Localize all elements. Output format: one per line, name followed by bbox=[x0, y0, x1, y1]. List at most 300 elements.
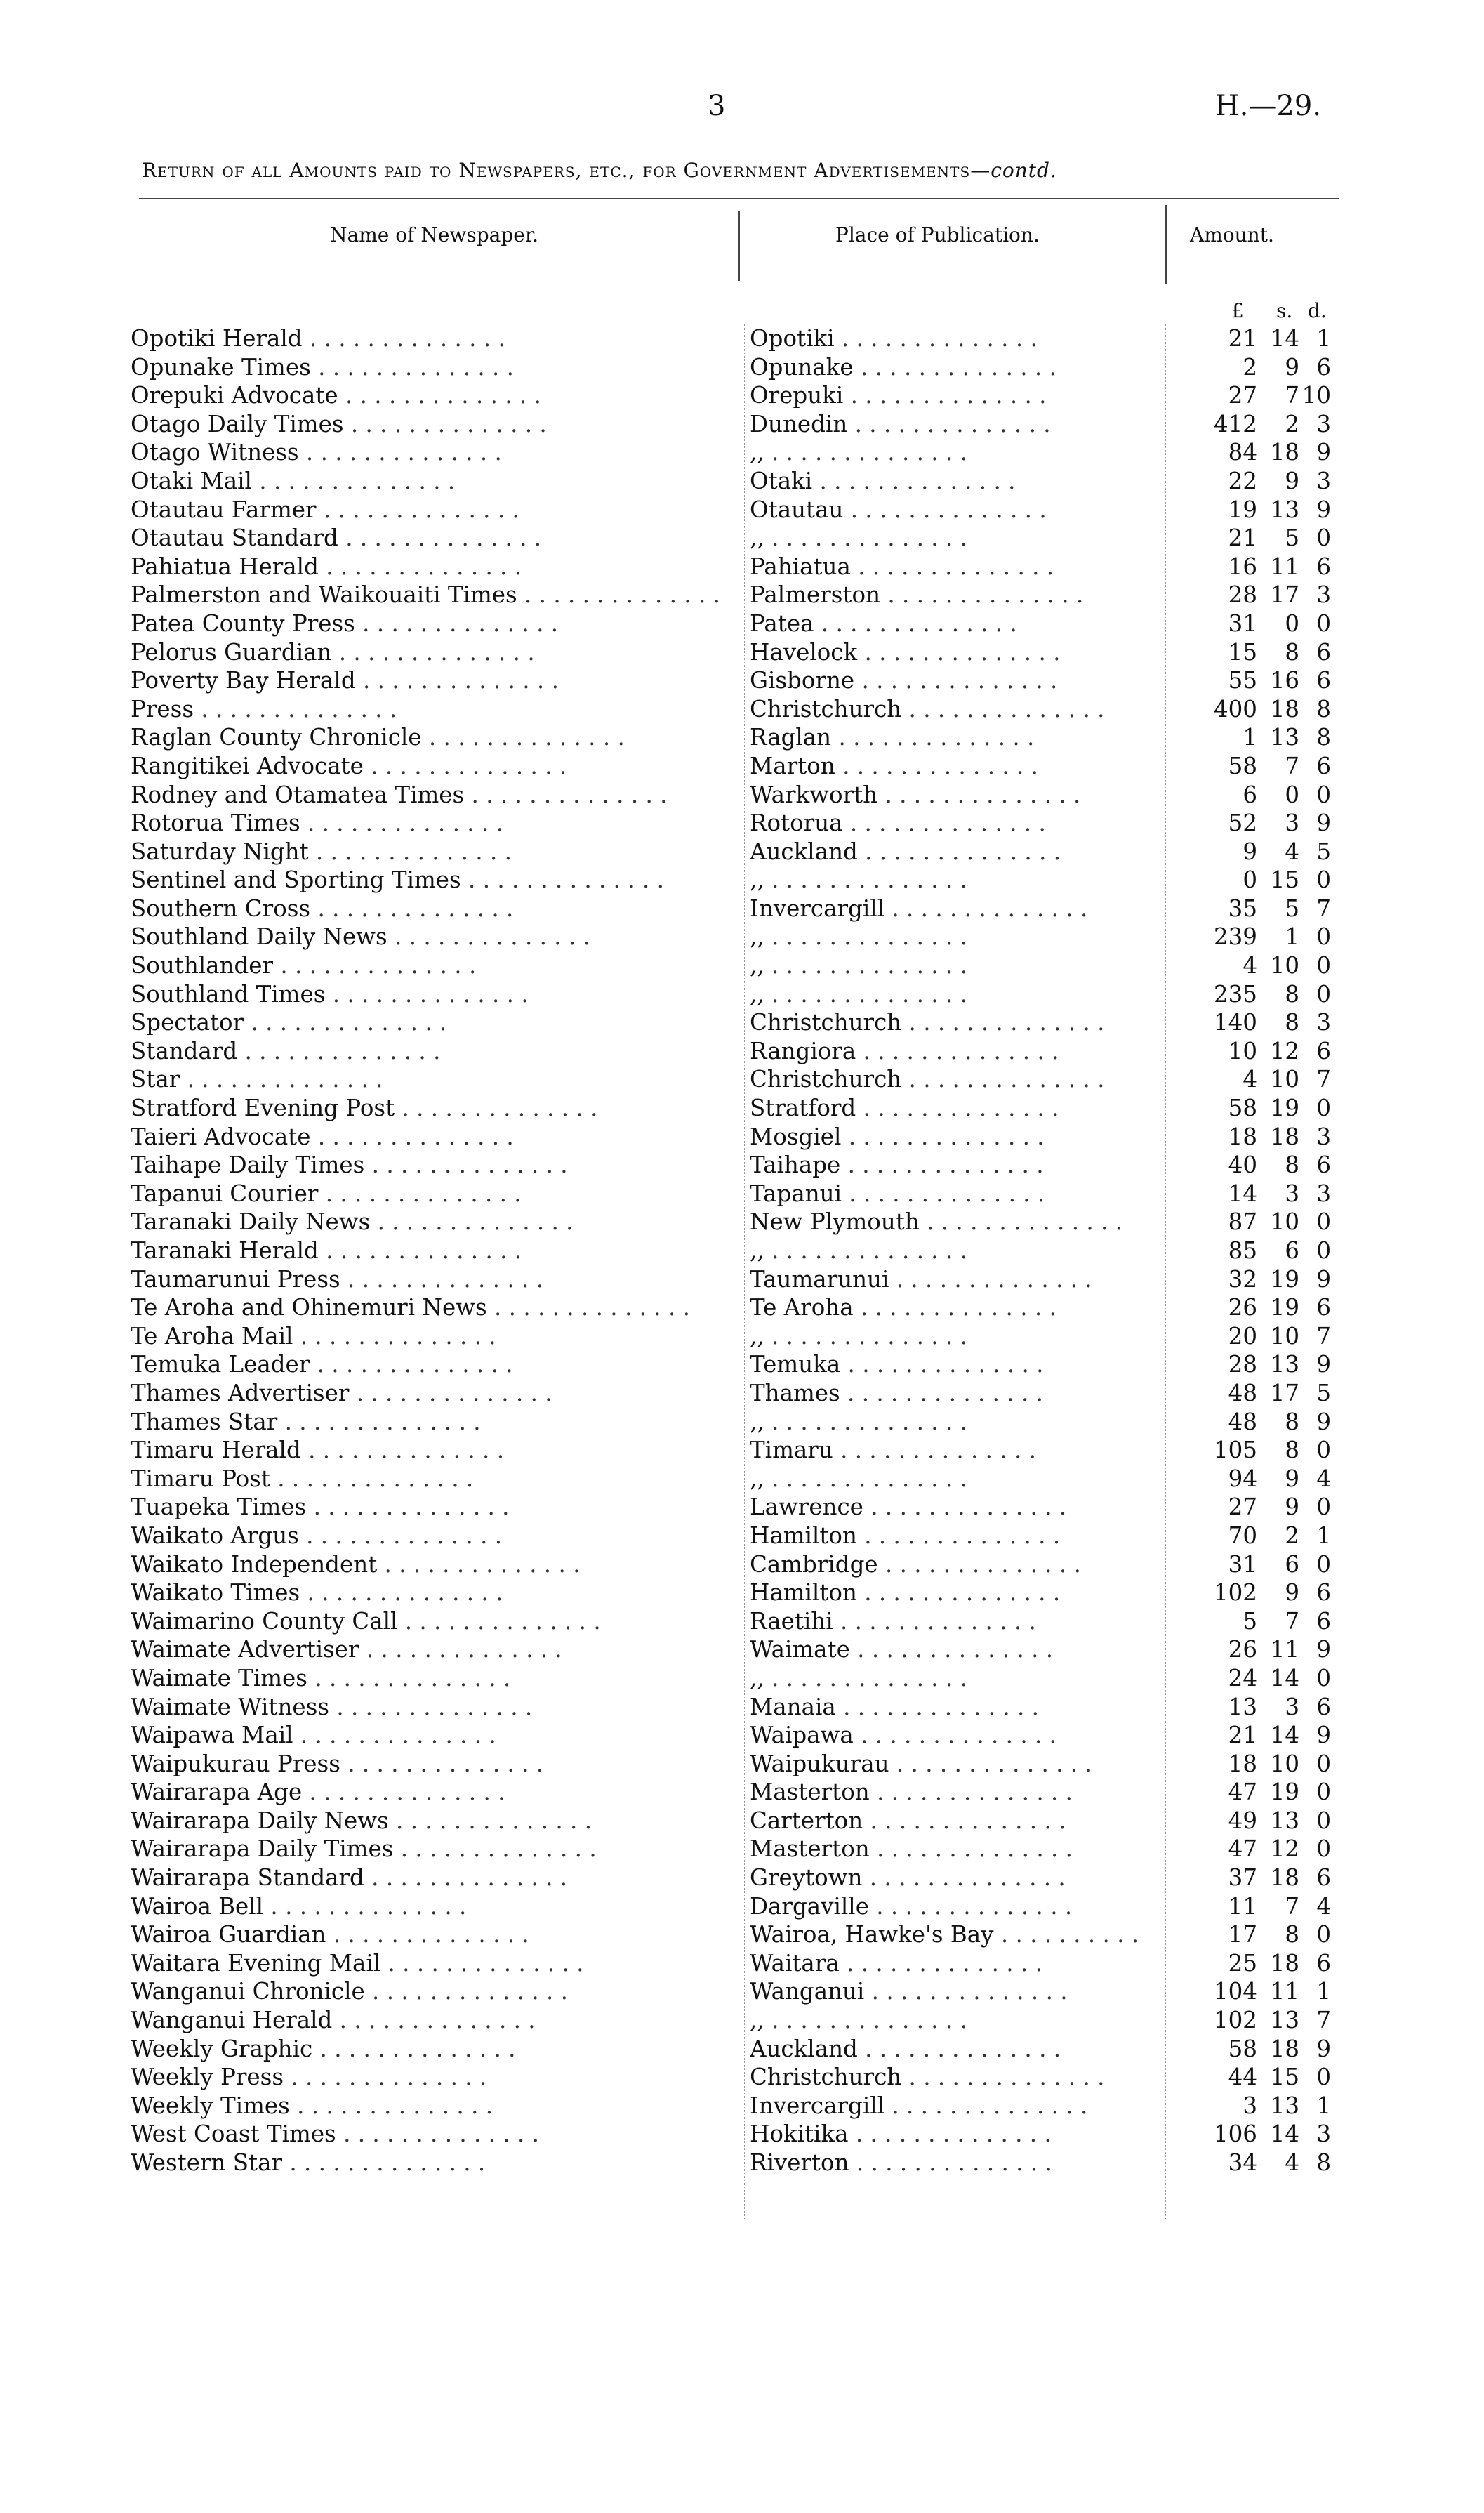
amount-pounds: 4 bbox=[1243, 952, 1257, 980]
amount-pence: 4 bbox=[1316, 1892, 1331, 1920]
place-of-publication: ,, . . bbox=[750, 923, 1143, 951]
amount-shillings: 19 bbox=[1270, 1095, 1299, 1122]
place-of-publication: Manaia . . bbox=[750, 1693, 1143, 1721]
place-of-publication: Carterton . . bbox=[750, 1807, 1143, 1835]
amount-pounds: 28 bbox=[1228, 581, 1257, 609]
place-of-publication: Timaru . . bbox=[750, 1436, 1143, 1464]
amount-pounds: 4 bbox=[1243, 1066, 1257, 1093]
amount-pence: 6 bbox=[1316, 553, 1331, 580]
amount-pence: 0 bbox=[1316, 952, 1331, 980]
place-of-publication: ,, . . bbox=[750, 1322, 1143, 1350]
amount-shillings: 15 bbox=[1270, 866, 1299, 894]
amount-pounds: 49 bbox=[1228, 1807, 1257, 1834]
newspaper-name: Palmerston and Waikouaiti Times . . bbox=[131, 581, 720, 609]
amount-shillings: 10 bbox=[1270, 1322, 1299, 1350]
amount-pence: 0 bbox=[1316, 609, 1331, 637]
amount-pence: 6 bbox=[1316, 667, 1331, 694]
newspaper-name: Otaki Mail . . bbox=[131, 467, 720, 495]
amount-shillings: 9 bbox=[1285, 1579, 1299, 1607]
table-row bbox=[0, 1864, 1484, 1892]
amount-shillings: 18 bbox=[1270, 695, 1299, 723]
place-of-publication: Riverton . . bbox=[750, 2149, 1143, 2177]
amount-shillings: 7 bbox=[1285, 382, 1299, 409]
amount-shillings: 10 bbox=[1270, 1066, 1299, 1093]
newspaper-name: Waipukurau Press . . bbox=[131, 1750, 720, 1778]
title-text: Return of all Amounts paid to Newspapers, etc., for Government Advertisements— bbox=[142, 159, 991, 182]
pounds-unit: £ bbox=[1231, 299, 1244, 322]
amount-shillings: 18 bbox=[1270, 1123, 1299, 1150]
amount-pounds: 235 bbox=[1213, 980, 1257, 1008]
table-row bbox=[0, 809, 1484, 838]
amount-pounds: 31 bbox=[1228, 609, 1257, 637]
newspaper-name: Rodney and Otamatea Times . . bbox=[131, 781, 720, 809]
table-row bbox=[0, 1493, 1484, 1522]
table-row bbox=[0, 609, 1484, 638]
newspaper-name: Thames Star . . bbox=[131, 1408, 720, 1436]
amount-shillings: 13 bbox=[1270, 724, 1299, 751]
amount-pence: 6 bbox=[1316, 752, 1331, 779]
place-of-publication: Dunedin . . bbox=[750, 410, 1143, 438]
amount-shillings: 9 bbox=[1285, 1465, 1299, 1492]
newspaper-name: Southern Cross . . bbox=[131, 895, 720, 923]
table-row bbox=[0, 1949, 1484, 1978]
place-of-publication: Masterton . . bbox=[750, 1778, 1143, 1806]
newspaper-name: Waikato Times . . bbox=[131, 1578, 720, 1607]
newspaper-name: Timaru Herald . . bbox=[131, 1436, 720, 1464]
amount-shillings: 18 bbox=[1270, 439, 1299, 466]
newspaper-name: Southland Daily News . . bbox=[131, 923, 720, 951]
place-of-publication: Christchurch . . bbox=[750, 695, 1143, 723]
newspaper-name: Wairarapa Daily News . . bbox=[131, 1807, 720, 1835]
newspaper-name: Pelorus Guardian . . bbox=[131, 638, 720, 666]
amount-pounds: 102 bbox=[1213, 2007, 1257, 2034]
amount-shillings: 2 bbox=[1285, 410, 1299, 437]
amount-shillings: 18 bbox=[1270, 1864, 1299, 1892]
table-row bbox=[0, 1664, 1484, 1693]
place-of-publication: Warkworth . . bbox=[750, 781, 1143, 809]
table-row bbox=[0, 1835, 1484, 1864]
newspaper-name: Opunake Times . . bbox=[131, 353, 720, 381]
amount-shillings: 10 bbox=[1270, 952, 1299, 980]
amount-pounds: 40 bbox=[1228, 1152, 1257, 1179]
amount-pounds: 105 bbox=[1213, 1437, 1257, 1464]
table-row bbox=[0, 381, 1484, 410]
newspaper-name: Star . . bbox=[131, 1065, 720, 1093]
table-row bbox=[0, 638, 1484, 667]
place-of-publication: Auckland . . bbox=[750, 2035, 1143, 2063]
place-of-publication: Gisborne . . bbox=[750, 666, 1143, 694]
table-row bbox=[0, 1892, 1484, 1921]
newspaper-name: Wanganui Chronicle . . bbox=[131, 1977, 720, 2005]
amount-pounds: 37 bbox=[1228, 1864, 1257, 1892]
amount-shillings: 12 bbox=[1270, 1835, 1299, 1863]
amount-pence: 4 bbox=[1316, 1465, 1331, 1492]
place-of-publication: Mosgiel . . bbox=[750, 1123, 1143, 1151]
amount-pounds: 34 bbox=[1228, 2149, 1257, 2176]
amount-shillings: 10 bbox=[1270, 1208, 1299, 1236]
amount-pence: 0 bbox=[1316, 1750, 1331, 1777]
table-row bbox=[0, 1920, 1484, 1949]
amount-pounds: 21 bbox=[1228, 325, 1257, 352]
newspaper-name: Orepuki Advocate . . bbox=[131, 381, 720, 409]
amount-pence: 7 bbox=[1316, 2007, 1331, 2034]
amount-pounds: 70 bbox=[1228, 1522, 1257, 1549]
table-row bbox=[0, 1550, 1484, 1579]
table-row bbox=[0, 467, 1484, 496]
amount-pence: 5 bbox=[1316, 838, 1331, 865]
newspaper-name: Te Aroha and Ohinemuri News . . bbox=[131, 1293, 720, 1321]
table-row bbox=[0, 723, 1484, 752]
table-row bbox=[0, 1293, 1484, 1322]
amount-pence: 8 bbox=[1316, 2149, 1331, 2176]
place-of-publication: Otaki . . bbox=[750, 467, 1143, 495]
amount-pence: 7 bbox=[1316, 895, 1331, 922]
table-row bbox=[0, 2092, 1484, 2120]
amount-pounds: 94 bbox=[1228, 1465, 1257, 1492]
newspaper-name: Southland Times . . bbox=[131, 980, 720, 1008]
amount-shillings: 14 bbox=[1270, 2120, 1299, 2148]
amount-pence: 9 bbox=[1316, 1351, 1331, 1378]
newspaper-name: Wairoa Bell . . bbox=[131, 1892, 720, 1920]
amount-shillings: 18 bbox=[1270, 1949, 1299, 1977]
table-row bbox=[0, 895, 1484, 923]
place-of-publication: Cambridge . . bbox=[750, 1550, 1143, 1578]
table-row bbox=[0, 1408, 1484, 1437]
amount-pounds: 26 bbox=[1228, 1636, 1257, 1663]
place-of-publication: Taihape . . bbox=[750, 1151, 1143, 1179]
body-divider-amount bbox=[1165, 324, 1166, 2220]
page-number: 3 bbox=[708, 90, 726, 122]
amount-pence: 3 bbox=[1316, 2120, 1331, 2148]
newspaper-name: Pahiatua Herald . . bbox=[131, 553, 720, 581]
newspaper-name: West Coast Times . . bbox=[131, 2120, 720, 2148]
amount-pence: 1 bbox=[1316, 2092, 1331, 2119]
table-row bbox=[0, 1151, 1484, 1180]
amount-pence: 0 bbox=[1316, 1493, 1331, 1521]
amount-shillings: 2 bbox=[1285, 1522, 1299, 1549]
newspaper-name: Wanganui Herald . . bbox=[131, 2006, 720, 2034]
newspaper-name: Standard . . bbox=[131, 1037, 720, 1065]
newspaper-table bbox=[0, 324, 1484, 2177]
amount-pence: 0 bbox=[1316, 1664, 1331, 1691]
amount-shillings: 8 bbox=[1285, 1437, 1299, 1464]
newspaper-name: Waipawa Mail . . bbox=[131, 1721, 720, 1749]
newspaper-name: Temuka Leader . . bbox=[131, 1350, 720, 1378]
table-row bbox=[0, 1094, 1484, 1123]
amount-shillings: 16 bbox=[1270, 667, 1299, 694]
place-of-publication: Christchurch . . bbox=[750, 1065, 1143, 1093]
newspaper-name: Wairoa Guardian . . bbox=[131, 1920, 720, 1948]
amount-pounds: 48 bbox=[1228, 1379, 1257, 1406]
table-row bbox=[0, 1465, 1484, 1493]
amount-shillings: 13 bbox=[1270, 1807, 1299, 1834]
place-of-publication: ,, . . bbox=[750, 951, 1143, 980]
place-of-publication: ,, . . bbox=[750, 438, 1143, 466]
amount-pounds: 19 bbox=[1228, 496, 1257, 523]
newspaper-name: Waimate Witness . . bbox=[131, 1693, 720, 1721]
table-row bbox=[0, 866, 1484, 895]
table-row bbox=[0, 1578, 1484, 1607]
table-row bbox=[0, 838, 1484, 866]
amount-shillings: 7 bbox=[1285, 752, 1299, 779]
place-of-publication: Pahiatua . . bbox=[750, 553, 1143, 581]
column-header-name: Name of Newspaper. bbox=[330, 223, 539, 246]
place-of-publication: Havelock . . bbox=[750, 638, 1143, 666]
table-row bbox=[0, 980, 1484, 1009]
amount-shillings: 13 bbox=[1270, 1351, 1299, 1378]
newspaper-name: Otautau Farmer . . bbox=[131, 496, 720, 524]
table-row bbox=[0, 1236, 1484, 1265]
place-of-publication: ,, . . bbox=[750, 2006, 1143, 2034]
amount-shillings: 18 bbox=[1270, 2035, 1299, 2062]
place-of-publication: Lawrence . . bbox=[750, 1493, 1143, 1521]
table-row bbox=[0, 496, 1484, 525]
place-of-publication: Opotiki . . bbox=[750, 324, 1143, 352]
newspaper-name: Waitara Evening Mail . . bbox=[131, 1949, 720, 1977]
amount-shillings: 8 bbox=[1285, 1152, 1299, 1179]
amount-pounds: 20 bbox=[1228, 1322, 1257, 1350]
amount-pence: 3 bbox=[1316, 1009, 1331, 1036]
amount-pounds: 18 bbox=[1228, 1750, 1257, 1777]
table-row bbox=[0, 1778, 1484, 1807]
newspaper-name: Patea County Press . . bbox=[131, 609, 720, 638]
amount-pounds: 5 bbox=[1243, 1607, 1257, 1635]
amount-pounds: 3 bbox=[1243, 2092, 1257, 2119]
newspaper-name: Waimate Times . . bbox=[131, 1664, 720, 1692]
place-of-publication: Thames . . bbox=[750, 1379, 1143, 1407]
place-of-publication: ,, . . bbox=[750, 1408, 1143, 1436]
place-of-publication: Raetihi . . bbox=[750, 1607, 1143, 1635]
table-row bbox=[0, 524, 1484, 553]
place-of-publication: ,, . . bbox=[750, 1664, 1143, 1692]
place-of-publication: Masterton . . bbox=[750, 1835, 1143, 1863]
place-of-publication: Rangiora . . bbox=[750, 1037, 1143, 1065]
place-of-publication: Waitara . . bbox=[750, 1949, 1143, 1977]
amount-pounds: 27 bbox=[1228, 382, 1257, 409]
amount-pence: 0 bbox=[1316, 2064, 1331, 2091]
table-row bbox=[0, 1008, 1484, 1037]
amount-shillings: 19 bbox=[1270, 1265, 1299, 1293]
body-divider-place bbox=[744, 324, 745, 2220]
amount-pounds: 32 bbox=[1228, 1265, 1257, 1293]
newspaper-name: Tapanui Courier . . bbox=[131, 1180, 720, 1208]
table-row bbox=[0, 1635, 1484, 1664]
amount-pence: 8 bbox=[1316, 724, 1331, 751]
amount-pence: 9 bbox=[1316, 439, 1331, 466]
place-of-publication: Temuka . . bbox=[750, 1350, 1143, 1378]
amount-pence: 0 bbox=[1316, 1437, 1331, 1464]
amount-shillings: 8 bbox=[1285, 1921, 1299, 1948]
place-of-publication: Otautau . . bbox=[750, 496, 1143, 524]
amount-pence: 6 bbox=[1316, 1152, 1331, 1179]
amount-shillings: 5 bbox=[1285, 895, 1299, 922]
amount-pence: 0 bbox=[1316, 980, 1331, 1008]
amount-shillings: 13 bbox=[1270, 2092, 1299, 2119]
newspaper-name: Taranaki Herald . . bbox=[131, 1236, 720, 1265]
amount-shillings: 3 bbox=[1285, 1180, 1299, 1207]
newspaper-name: Taihape Daily Times . . bbox=[131, 1151, 720, 1179]
amount-shillings: 13 bbox=[1270, 2007, 1299, 2034]
amount-shillings: 15 bbox=[1270, 2064, 1299, 2091]
amount-shillings: 12 bbox=[1270, 1037, 1299, 1064]
amount-shillings: 11 bbox=[1270, 1978, 1299, 2005]
newspaper-name: Te Aroha Mail . . bbox=[131, 1322, 720, 1350]
table-row bbox=[0, 1123, 1484, 1152]
table-row bbox=[0, 752, 1484, 781]
amount-shillings: 9 bbox=[1285, 1493, 1299, 1521]
table-row bbox=[0, 695, 1484, 724]
place-of-publication: Raglan . . bbox=[750, 723, 1143, 751]
column-header-amount: Amount. bbox=[1190, 223, 1274, 246]
title-suffix: contd. bbox=[991, 159, 1057, 182]
amount-pounds: 31 bbox=[1228, 1550, 1257, 1578]
amount-pence: 0 bbox=[1316, 1921, 1331, 1948]
amount-shillings: 7 bbox=[1285, 1892, 1299, 1920]
place-of-publication: Stratford . . bbox=[750, 1094, 1143, 1122]
amount-pounds: 28 bbox=[1228, 1351, 1257, 1378]
table-row bbox=[0, 353, 1484, 382]
place-of-publication: ,, . . bbox=[750, 1465, 1143, 1493]
table-row bbox=[0, 1037, 1484, 1066]
amount-pence: 1 bbox=[1316, 325, 1331, 352]
amount-pence: 6 bbox=[1316, 1949, 1331, 1977]
table-row bbox=[0, 1750, 1484, 1779]
amount-pence: 6 bbox=[1316, 1037, 1331, 1064]
place-of-publication: ,, . . bbox=[750, 1236, 1143, 1265]
amount-pence: 1 bbox=[1316, 1522, 1331, 1549]
table-row bbox=[0, 1436, 1484, 1465]
table-row bbox=[0, 1208, 1484, 1236]
amount-pounds: 22 bbox=[1228, 467, 1257, 494]
place-of-publication: Dargaville . . bbox=[750, 1892, 1143, 1920]
amount-pence: 6 bbox=[1316, 1579, 1331, 1607]
place-of-publication: Waipukurau . . bbox=[750, 1750, 1143, 1778]
place-of-publication: Marton . . bbox=[750, 752, 1143, 780]
newspaper-name: Spectator . . bbox=[131, 1008, 720, 1036]
table-row bbox=[0, 951, 1484, 980]
amount-shillings: 14 bbox=[1270, 1722, 1299, 1749]
table-row bbox=[0, 438, 1484, 467]
amount-pounds: 58 bbox=[1228, 1095, 1257, 1122]
newspaper-name: Waikato Independent . . bbox=[131, 1550, 720, 1578]
amount-shillings: 3 bbox=[1285, 1693, 1299, 1720]
newspaper-name: Waimarino County Call . . bbox=[131, 1607, 720, 1635]
amount-pounds: 52 bbox=[1228, 810, 1257, 837]
place-of-publication: Christchurch . . bbox=[750, 1008, 1143, 1036]
table-row bbox=[0, 1977, 1484, 2006]
amount-shillings: 9 bbox=[1285, 353, 1299, 381]
amount-pounds: 13 bbox=[1228, 1693, 1257, 1720]
table-row bbox=[0, 2120, 1484, 2149]
newspaper-name: Otago Witness . . bbox=[131, 438, 720, 466]
document-code: H.—29. bbox=[1214, 90, 1321, 122]
place-of-publication: Christchurch . . bbox=[750, 2063, 1143, 2091]
place-of-publication: Waimate . . bbox=[750, 1635, 1143, 1663]
amount-shillings: 8 bbox=[1285, 638, 1299, 666]
amount-pence: 9 bbox=[1316, 2035, 1331, 2062]
amount-pence: 0 bbox=[1316, 923, 1331, 951]
amount-shillings: 8 bbox=[1285, 1408, 1299, 1435]
amount-pounds: 6 bbox=[1243, 781, 1257, 808]
place-of-publication: Waipawa . . bbox=[750, 1721, 1143, 1749]
amount-shillings: 19 bbox=[1270, 1294, 1299, 1321]
place-of-publication: Wairoa, Hawke's Bay . . bbox=[750, 1920, 1143, 1948]
newspaper-name: Tuapeka Times . . bbox=[131, 1493, 720, 1521]
place-of-publication: Greytown . . bbox=[750, 1864, 1143, 1892]
table-row bbox=[0, 410, 1484, 439]
amount-pounds: 87 bbox=[1228, 1208, 1257, 1236]
place-of-publication: Tapanui . . bbox=[750, 1180, 1143, 1208]
amount-pounds: 44 bbox=[1228, 2064, 1257, 2091]
newspaper-name: Saturday Night . . bbox=[131, 838, 720, 866]
amount-pence: 3 bbox=[1316, 1123, 1331, 1150]
amount-shillings: 8 bbox=[1285, 980, 1299, 1008]
amount-pence: 0 bbox=[1316, 1835, 1331, 1863]
amount-shillings: 14 bbox=[1270, 325, 1299, 352]
newspaper-name: Waimate Advertiser . . bbox=[131, 1635, 720, 1663]
amount-pence: 0 bbox=[1316, 781, 1331, 808]
amount-pence: 10 bbox=[1301, 382, 1331, 409]
table-row bbox=[0, 1522, 1484, 1550]
place-of-publication: Wanganui . . bbox=[750, 1977, 1143, 2005]
amount-pounds: 10 bbox=[1228, 1037, 1257, 1064]
place-of-publication: Hamilton . . bbox=[750, 1578, 1143, 1607]
amount-pounds: 17 bbox=[1228, 1921, 1257, 1948]
amount-pence: 3 bbox=[1316, 581, 1331, 609]
amount-shillings: 9 bbox=[1285, 467, 1299, 494]
amount-pence: 0 bbox=[1316, 525, 1331, 552]
amount-shillings: 7 bbox=[1285, 1607, 1299, 1635]
amount-pounds: 102 bbox=[1213, 1579, 1257, 1607]
place-of-publication: ,, . . bbox=[750, 524, 1143, 552]
table-row bbox=[0, 2035, 1484, 2064]
shillings-unit: s. bbox=[1276, 299, 1293, 322]
amount-pence: 6 bbox=[1316, 1607, 1331, 1635]
amount-pounds: 15 bbox=[1228, 638, 1257, 666]
amount-pounds: 2 bbox=[1243, 353, 1257, 381]
newspaper-name: Sentinel and Sporting Times . . bbox=[131, 866, 720, 894]
amount-pounds: 21 bbox=[1228, 1722, 1257, 1749]
table-row bbox=[0, 923, 1484, 951]
amount-pence: 6 bbox=[1316, 1864, 1331, 1892]
amount-pence: 3 bbox=[1316, 467, 1331, 494]
newspaper-name: Otago Daily Times . . bbox=[131, 410, 720, 438]
amount-pounds: 21 bbox=[1228, 525, 1257, 552]
amount-shillings: 17 bbox=[1270, 1379, 1299, 1406]
newspaper-name: Weekly Graphic . . bbox=[131, 2035, 720, 2063]
amount-pence: 0 bbox=[1316, 1208, 1331, 1236]
amount-pounds: 0 bbox=[1243, 866, 1257, 894]
amount-pounds: 11 bbox=[1228, 1892, 1257, 1920]
amount-pence: 3 bbox=[1316, 410, 1331, 437]
amount-pounds: 27 bbox=[1228, 1493, 1257, 1521]
amount-pounds: 25 bbox=[1228, 1949, 1257, 1977]
amount-pence: 6 bbox=[1316, 1693, 1331, 1720]
table-row bbox=[0, 1607, 1484, 1636]
header-top-rule bbox=[139, 198, 1339, 199]
table-row bbox=[0, 324, 1484, 353]
amount-pounds: 104 bbox=[1213, 1978, 1257, 2005]
amount-pence: 9 bbox=[1316, 496, 1331, 523]
place-of-publication: ,, . . bbox=[750, 980, 1143, 1008]
newspaper-name: Wairarapa Standard . . bbox=[131, 1864, 720, 1892]
newspaper-name: Press . . bbox=[131, 695, 720, 723]
amount-shillings: 1 bbox=[1285, 923, 1299, 951]
newspaper-name: Opotiki Herald . . bbox=[131, 324, 720, 352]
place-of-publication: Orepuki . . bbox=[750, 381, 1143, 409]
column-divider-place-amount bbox=[1165, 205, 1167, 284]
amount-pence: 6 bbox=[1316, 638, 1331, 666]
